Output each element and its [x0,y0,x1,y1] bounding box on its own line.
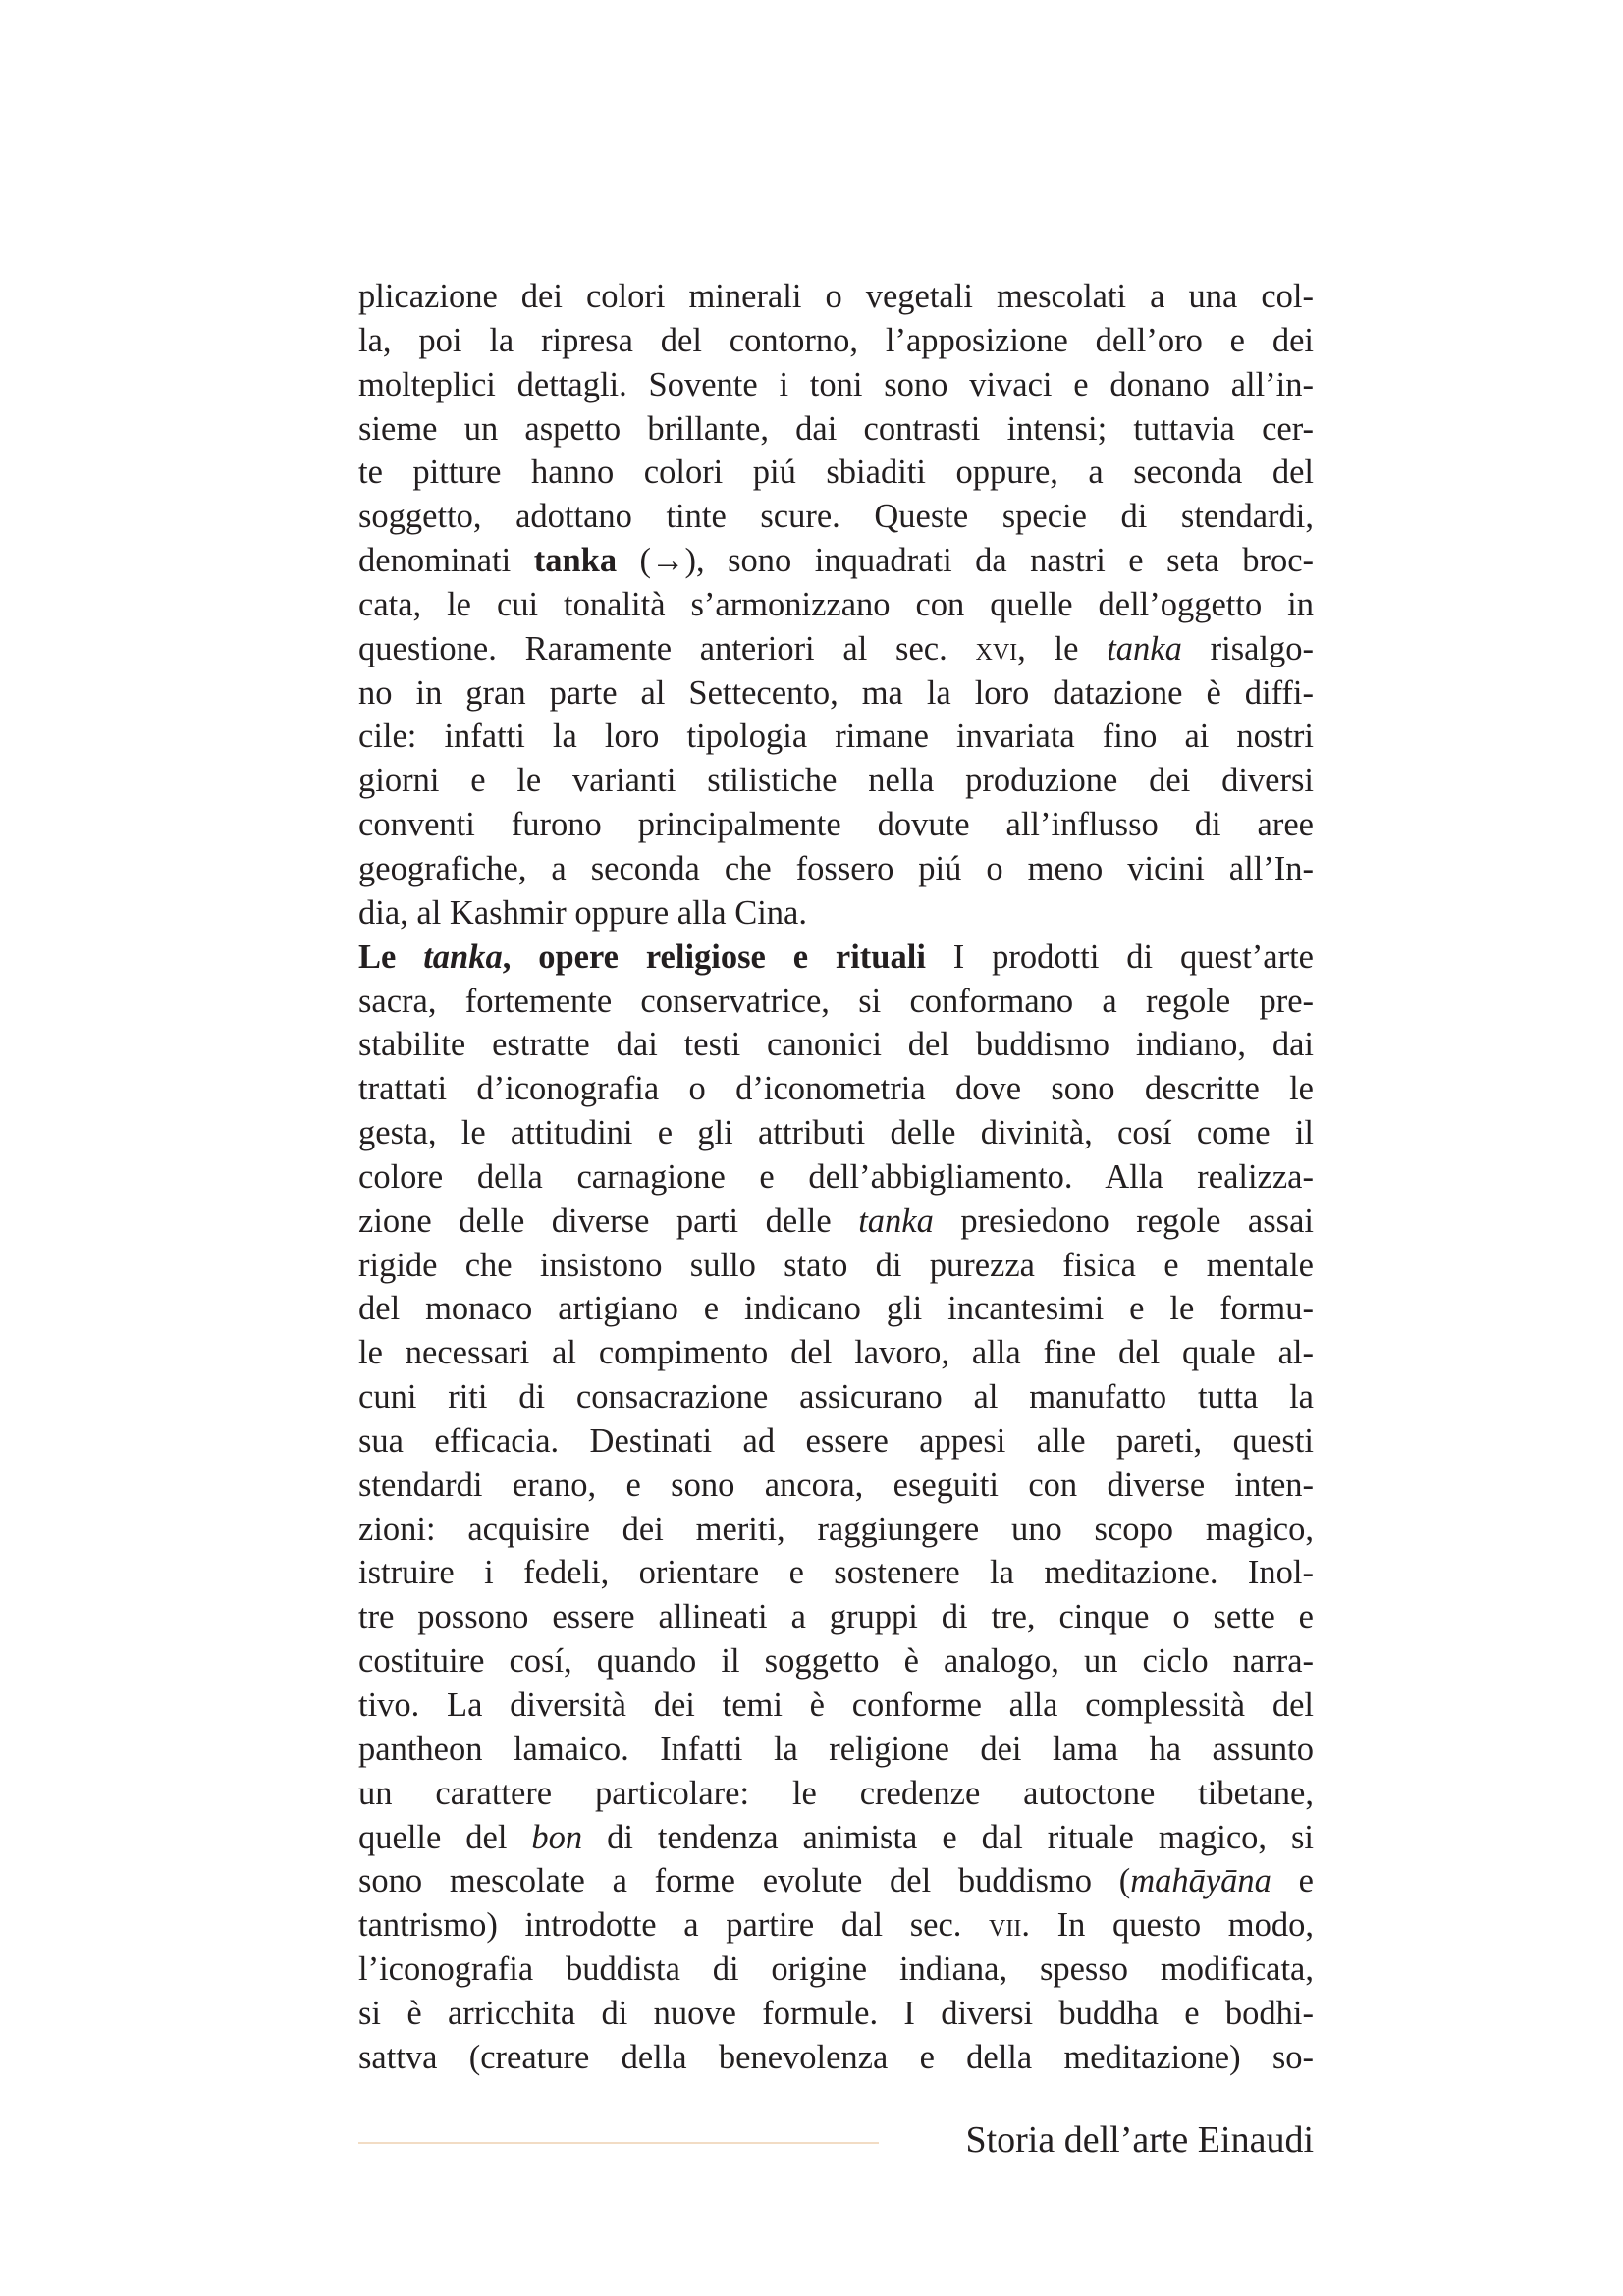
text-line: cuni riti di consacrazione assicurano al manufatto tutta la [358,1378,1314,1416]
text-line [358,1200,1314,1244]
text-run: zione delle diverse parti delle [358,1201,859,1240]
text-line: colore della carnagione e dell’abbigliamento. Alla realizza- [358,1157,1314,1196]
text-line: plicazione dei colori minerali o vegetali mescolati a una col- [358,278,1314,315]
text-run: , le [1017,629,1108,667]
text-run: . In questo modo, [1021,1906,1314,1945]
text-line: zioni: acquisire dei meriti, raggiungere uno scopo magico, [358,1510,1314,1548]
section-heading [358,938,926,976]
text-line: conventi furono principalmente dovute all’influsso di aree [358,806,1314,844]
text-line: stendardi erano, e sono ancora, eseguiti con diverse inten- [358,1466,1314,1504]
text-line: stabilite estratte dai testi canonici del buddismo indiano, dai [358,1026,1314,1064]
text-line: rigide che insistono sullo stato di purezza fisica e mentale [358,1246,1314,1284]
text-line: cile: infatti la loro tipologia rimane invariata fino ai nostri [358,718,1314,756]
text-line: le necessari al compimento del lavoro, alla fine del quale al- [358,1334,1314,1372]
text-line: un carattere particolare: le credenze autoctone tibetane, [358,1774,1314,1812]
text-line: dia, al Kashmir oppure alla Cina. [358,893,807,932]
page-footer [358,2115,1314,2164]
italic-term: tanka [1107,629,1182,667]
publisher-name: Storia dell’arte Einaudi [965,2119,1314,2161]
text-line: tivo. La diversità dei temi è conforme alla complessità del [358,1686,1314,1724]
text-line: sieme un aspetto brillante, dai contrasti intensi; tuttavia cer- [358,409,1314,448]
text-run: sono mescolate a forme evolute del buddismo ( [358,1862,1131,1900]
text-run: e [1271,1862,1314,1900]
text-line [358,1903,1314,1948]
text-line: giorni e le varianti stilistiche nella produzione dei diversi [358,762,1314,800]
text-line: la, poi la ripresa del contorno, l’apposizione dell’oro e dei [358,321,1314,359]
glossary-term-tanka: tanka [533,542,618,580]
text-line [358,627,1314,671]
page-body [358,275,1314,2080]
heading-italic-term: tanka [423,937,503,976]
heading-run: Le [358,937,424,976]
text-run: di tendenza animista e dal rituale magico, si [582,1818,1314,1856]
italic-term: tanka [858,1201,934,1240]
text-run: risalgo- [1181,629,1315,667]
text-line: no in gran parte al Settecento, ma la loro datazione è diffi- [358,673,1314,712]
century-numeral: vii [989,1906,1022,1945]
italic-term: bon [531,1818,583,1856]
text-run: questione. Raramente anteriori al sec. [358,629,976,667]
text-line [358,1859,1314,1903]
text-run: quelle del [358,1818,532,1856]
text-line: soggetto, adottano tinte scure. Queste specie di stendardi, [358,498,1314,536]
text-line: cata, le cui tonalità s’armonizzano con quelle dell’oggetto in [358,585,1314,623]
text-line: pantheon lamaico. Infatti la religione dei lama ha assunto [358,1730,1314,1768]
text-run: presiedono regole assai [933,1201,1314,1240]
text-run: tantrismo) introdotte a partire dal sec. [358,1906,990,1945]
text-line [358,1816,1314,1860]
paragraph-2 [358,935,1314,2080]
text-line: geografiche, a seconda che fossero piú o meno vicini all’In- [358,849,1314,887]
heading-run: , opere religiose e rituali [502,937,926,976]
text-line: sacra, fortemente conservatrice, si conformano a regole pre- [358,982,1314,1020]
text-line: molteplici dettagli. Sovente i toni sono vivaci e donano all’in- [358,365,1314,403]
text-line: trattati d’iconografia o d’iconometria dove sono descritte le [358,1070,1314,1108]
text-line: l’iconografia buddista di origine indiana, spesso modificata, [358,1950,1314,1989]
text-line: del monaco artigiano e indicano gli incantesimi e le formu- [358,1290,1314,1328]
paragraph-1 [358,275,1314,935]
text-line: sua efficacia. Destinati ad essere appesi alle pareti, questi [358,1421,1314,1460]
text-line: sattva (creature della benevolenza e della meditazione) so- [358,2038,1314,2076]
footer-rule [358,2142,879,2144]
text-run: (→), sono inquadrati da nastri e seta broc- [617,542,1314,580]
text-line: tre possono essere allineati a gruppi di tre, cinque o sette e [358,1598,1314,1636]
text-line: istruire i fedeli, orientare e sostenere la meditazione. Inol- [358,1554,1314,1592]
text-line [358,935,1314,980]
text-run: I prodotti di quest’arte [925,937,1314,976]
italic-term: mahāyāna [1130,1862,1271,1900]
text-line: si è arricchita di nuove formule. I diversi buddha e bodhi- [358,1994,1314,2032]
text-line: gesta, le attitudini e gli attributi delle divinità, cosí come il [358,1114,1314,1152]
text-run: denominati [358,542,534,580]
text-line [358,539,1314,583]
text-line: costituire cosí, quando il soggetto è analogo, un ciclo narra- [358,1642,1314,1681]
century-numeral: xvi [975,629,1018,667]
text-line: te pitture hanno colori piú sbiaditi oppure, a seconda del [358,454,1314,492]
